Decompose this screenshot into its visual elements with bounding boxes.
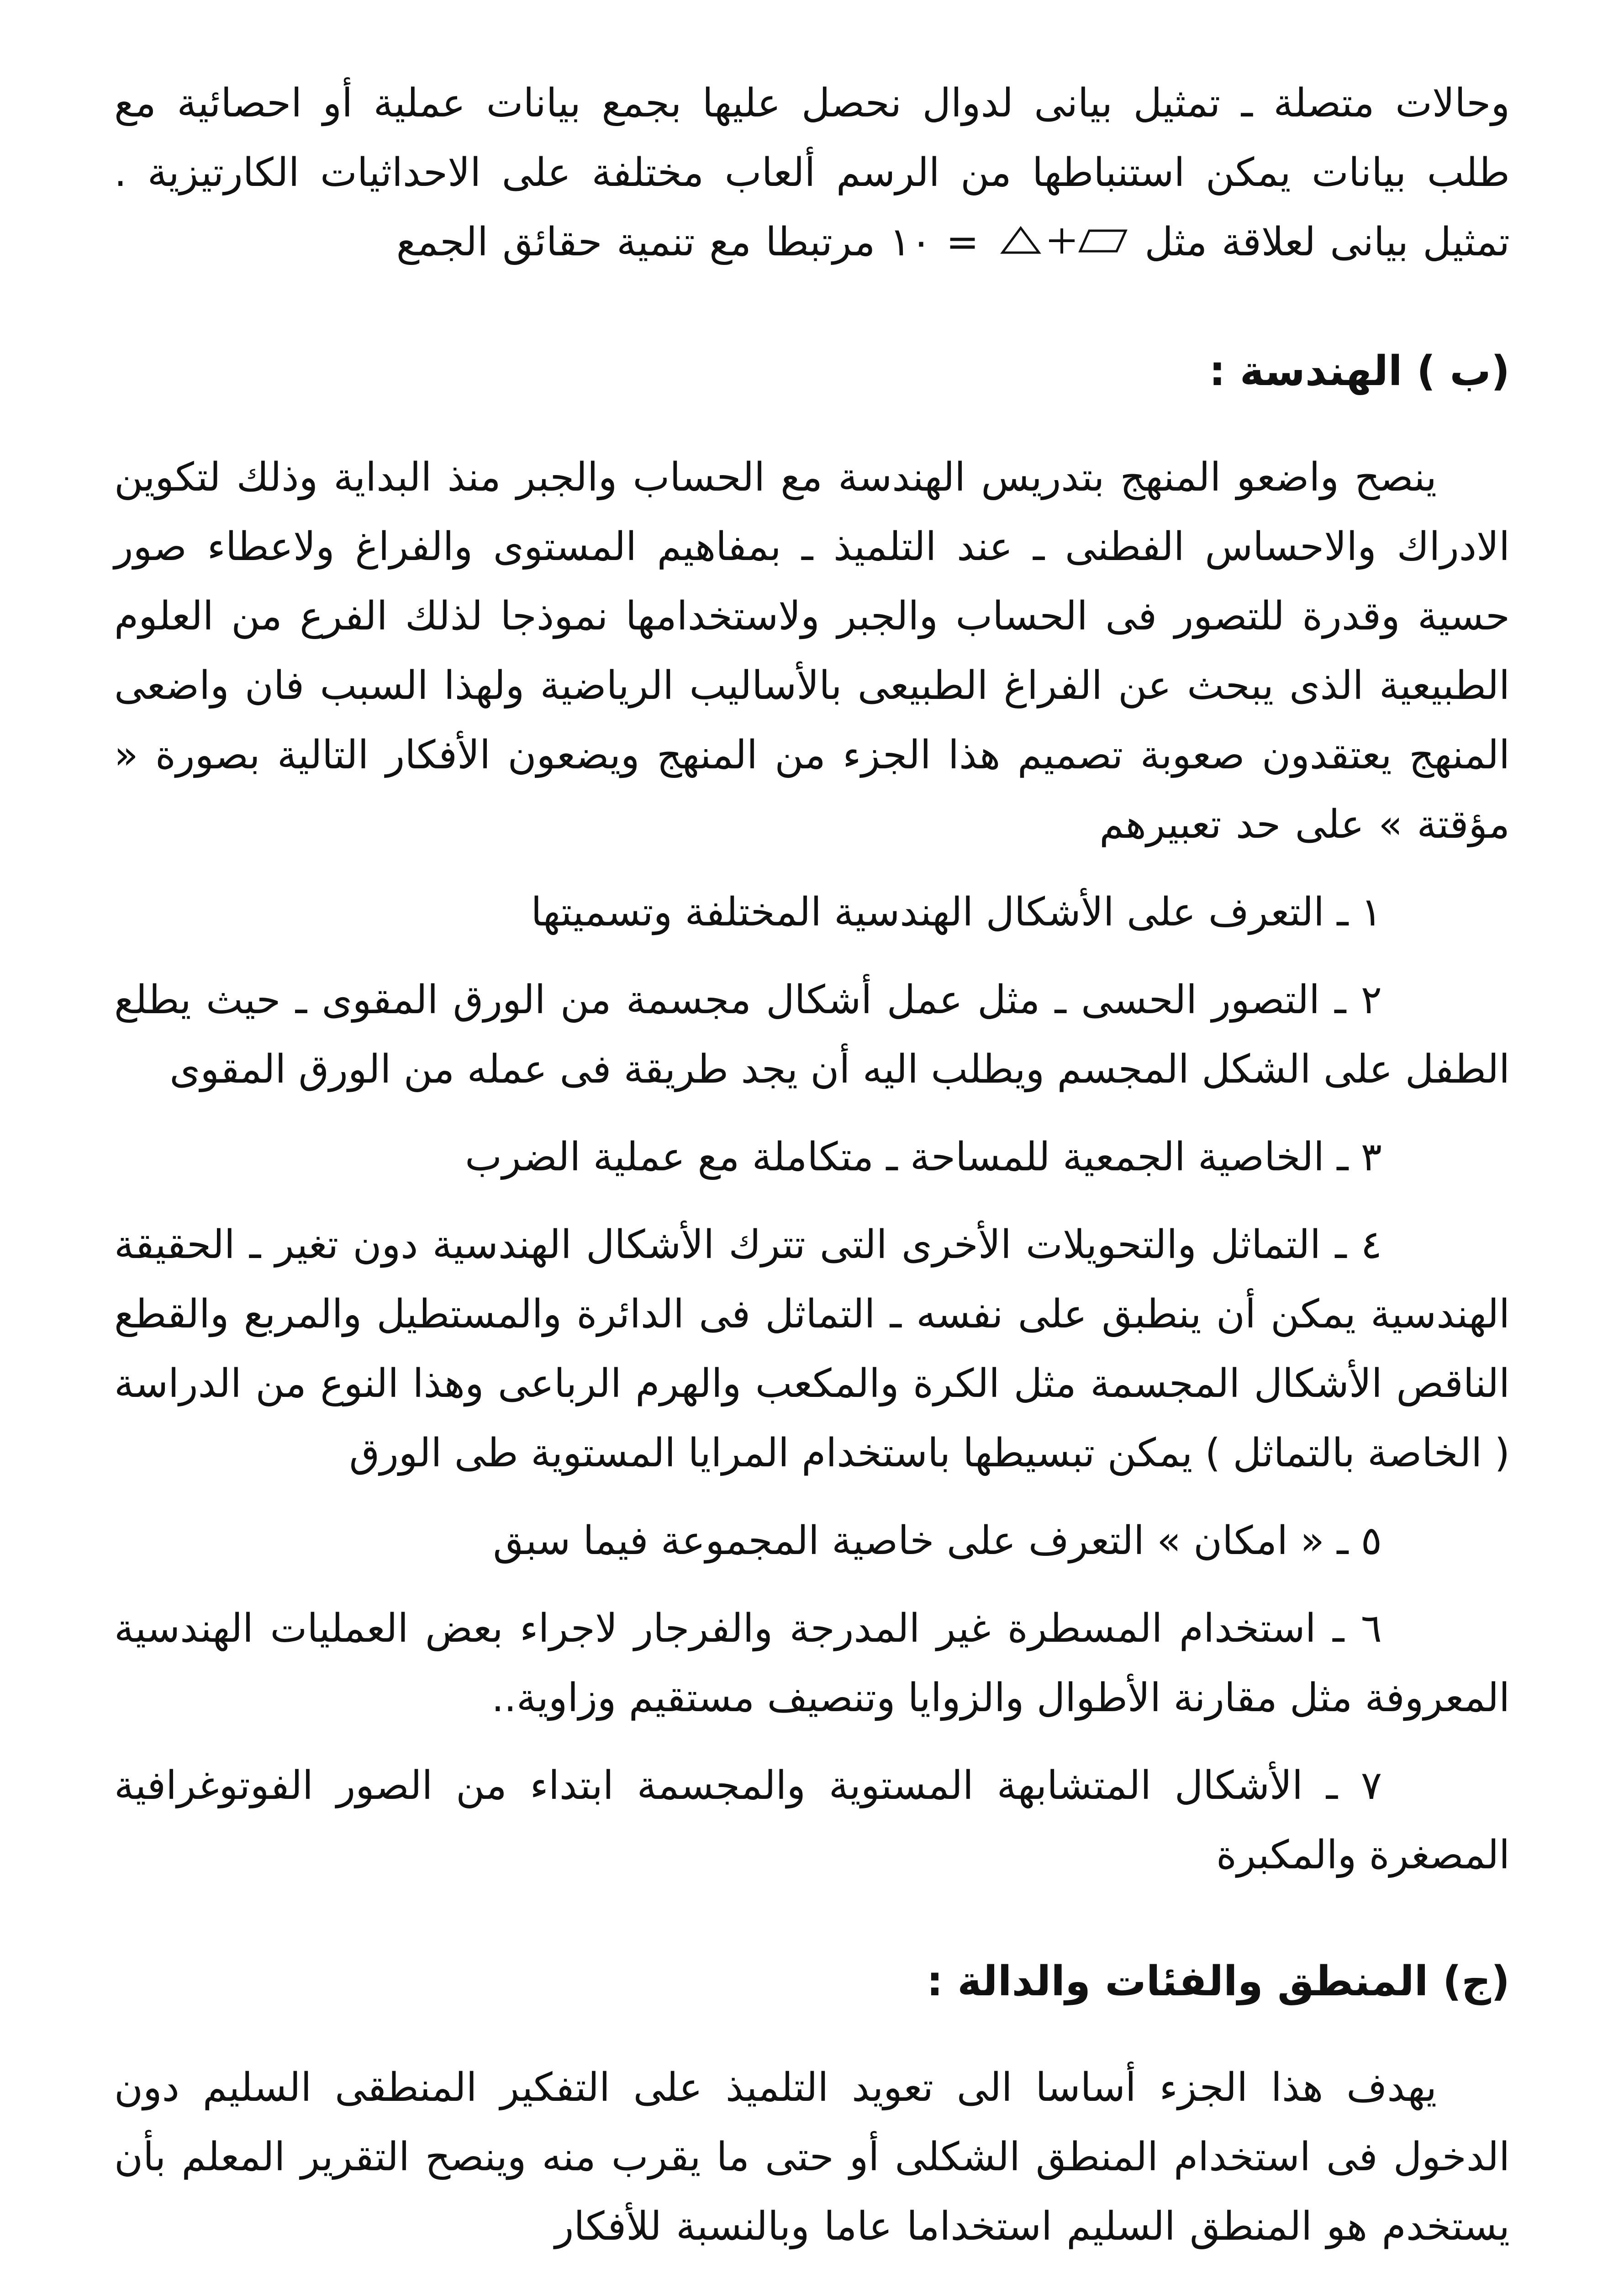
list-item: ٣ ـ الخاصية الجمعية للمساحة ـ متكاملة مع عملية الضرب	[465, 1134, 1382, 1180]
formula-rhs: = ١٠ مرتبطا مع	[709, 219, 979, 265]
list-item: ٢ ـ التصور الحسى ـ مثل عمل أشكال مجسمة من الورق المقوى ـ حيث يطلع الطفل على الشكل المجسم ويطلب اليه أن يجد طريقة فى عمله من الورق المقوى	[114, 977, 1510, 1092]
intro-text: وحالات متصلة ـ تمثيل بيانى لدوال نحصل عليها بجمع بيانات عملية أو احصائية مع طلب بيانات يمكن استنباطها من الرسم ألعاب مختلفة على الاحداثيات الكارتيزية . تمثيل بيانى لعلاقة مثل	[114, 80, 1510, 265]
section-b-paragraph: ينصح واضعو المنهج بتدريس الهندسة مع الحساب والجبر منذ البداية وذلك لتكوين الادراك والاحساس الفطنى ـ عند التلميذ ـ بمفاهيم المستوى والفراغ ولاعطاء صور حسية وقدرة للتصور فى الحساب والجبر ولاستخدامها نموذجا لذلك الفرع من العلوم الطبيعية الذى يبحث عن الفراغ الطبيعى بالأساليب الرياضية ولهذا السبب فان واضعى المنهج يعتقدون صعوبة تصميم هذا الجزء من المنهج ويضعون الأفكار التالية بصورة « مؤقتة » على حد تعبيرهم	[114, 454, 1510, 847]
formula-shapes	[993, 210, 1130, 280]
parallelogram-plus-triangle-icon	[993, 222, 1130, 258]
section-b-heading: (ب ) الهندسة :	[1209, 347, 1510, 395]
intro-tail: تنمية حقائق الجمع	[396, 219, 695, 265]
list-item: ٦ ـ استخدام المسطرة غير المدرجة والفرجار لاجراء بعض العمليات الهندسية المعروفة مثل مقارنة الأطوال والزوايا وتنصيف مستقيم وزاوية..	[114, 1605, 1510, 1721]
list-item: ٧ ـ الأشكال المتشابهة المستوية والمجسمة ابتداء من الصور الفوتوغرافية المصغرة والمكبرة	[114, 1762, 1510, 1878]
list-item: ١ ـ التعرف على الأشكال الهندسية المختلفة وتسميتها	[531, 889, 1382, 935]
section-c-paragraph: يهدف هذا الجزء أساسا الى تعويد التلميذ على التفكير المنطقى السليم دون الدخول فى استخدام المنطق الشكلى أو حتى ما يقرب منه وينصح التقرير المعلم بأن يستخدم هو المنطق السليم استخداما عاما وبالنسبة للأفكار	[114, 2064, 1510, 2249]
list-item: ٥ ـ « امكان » التعرف على خاصية المجموعة فيما سبق	[493, 1517, 1382, 1564]
section-c-heading: (ج) المنطق والفئات والدالة :	[926, 1957, 1510, 2005]
intro-paragraph	[114, 69, 1510, 280]
list-item: ٤ ـ التماثل والتحويلات الأخرى التى تترك الأشكال الهندسية دون تغير ـ الحقيقة الهندسية يمكن أن ينطبق على نفسه ـ التماثل فى الدائرة والمستطيل والمربع والقطع الناقص الأشكال المجسمة مثل الكرة والمكعب والهرم الرباعى وهذا النوع من الدراسة ( الخاصة بالتماثل ) يمكن تبسيطها باستخدام المرايا المستوية طى الورق	[114, 1221, 1510, 1476]
